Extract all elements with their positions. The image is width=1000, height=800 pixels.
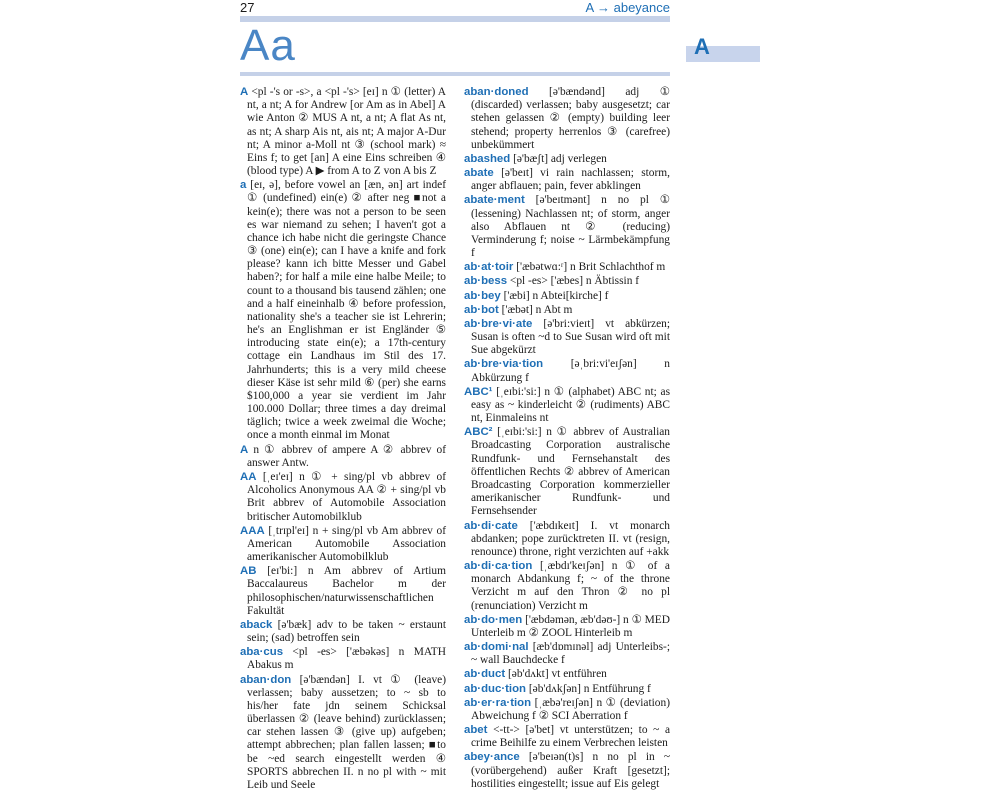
dictionary-entry: [464, 290, 670, 303]
dictionary-entry: [464, 304, 670, 317]
dictionary-entry: [464, 153, 670, 166]
dictionary-entry: [464, 697, 670, 723]
entry-headword: abet: [464, 724, 488, 737]
dictionary-entry: [240, 674, 446, 793]
entry-headword: AAA: [240, 524, 265, 537]
entry-definition: [əˌbri:vi'eɪʃən] n Abkürzung f: [471, 358, 670, 384]
dictionary-entry: [464, 318, 670, 358]
section-rule: [240, 72, 670, 76]
entry-headword: a: [240, 179, 247, 192]
entry-headword: abate: [464, 167, 494, 180]
dictionary-entry: [240, 86, 446, 178]
entry-definition: [ə'beɪtmənt] n no pl ① (lessening) Nachlassen nt; of storm, anger also Abflauen nt ② (reducing) Verminderung f; noise ~ Lärmbekämpfung f: [471, 194, 670, 260]
entry-definition: [ə'bændənd] adj ① (discarded) verlassen; baby ausgesetzt; car stehen gelassen ② (empty) building leer stehend; property herrenlos ③ (carefree) unbekümmert: [471, 86, 670, 151]
dictionary-entry: [464, 386, 670, 426]
entry-headword: AB: [240, 565, 257, 578]
entry-headword: ab·do·men: [464, 613, 523, 626]
running-head: A → abeyance: [585, 0, 670, 15]
dictionary-entry: [240, 646, 446, 672]
dictionary-entry: [464, 275, 670, 288]
dictionary-entry: [464, 724, 670, 750]
entry-headword: ab·bot: [464, 303, 499, 316]
dictionary-entry: [240, 565, 446, 618]
entry-headword: ab·duct: [464, 668, 506, 681]
dictionary-entry: [464, 520, 670, 560]
dictionary-entry: [464, 683, 670, 696]
dictionary-column-right: [464, 86, 670, 792]
entry-headword: ab·di·cate: [464, 519, 518, 532]
entry-headword: ABC²: [464, 426, 493, 439]
entry-headword: aban·don: [240, 673, 292, 686]
top-rule: [240, 16, 670, 22]
dictionary-entry: [464, 358, 670, 384]
dictionary-entry: [464, 426, 670, 518]
entry-definition: [əb'dʌkʃən] n Entführung f: [528, 682, 651, 695]
entry-definition: [əb'dʌkt] vt entführen: [508, 668, 607, 681]
entry-definition: [ə'beɪən(t)s] n no pl in ~ (vorübergehend) außer Kraft [gesetzt]; hostilities eingestellt; issue auf Eis gelegt: [471, 751, 670, 790]
entry-headword: ab·duc·tion: [464, 682, 527, 695]
entry-headword: ab·bey: [464, 289, 501, 302]
entry-definition: ['æbdɪkeɪt] I. vt monarch abdanken; pope zurücktreten II. vt (resign, renounce) throne, right verzichten auf +akk: [471, 519, 670, 558]
entry-headword: ABC¹: [464, 385, 493, 398]
thumb-index-tab: [686, 34, 760, 62]
entry-definition: [ˌeɪbi:'si:] n ① (alphabet) ABC nt; as easy as ~ kinderleicht ② (rudiments) ABC nt, Einmaleins nt: [471, 385, 670, 425]
dictionary-entry: [464, 194, 670, 260]
entry-headword: abashed: [464, 152, 511, 165]
dictionary-entry: [240, 525, 446, 565]
entry-headword: A: [240, 443, 249, 456]
dictionary-entry: [240, 619, 446, 645]
entry-definition: ['æbi] n Abtei[kirche] f: [503, 289, 609, 302]
entry-headword: aback: [240, 618, 273, 631]
dictionary-entry: [464, 261, 670, 274]
dictionary-entry: [464, 641, 670, 667]
entry-definition: [ə'bændən] I. vt ① (leave) verlassen; baby aussetzen; to ~ sb to his/her fate jdn seinem Schicksal überlassen ② (leave behind) zurücklassen; car stehen lassen ③ (give up) aufgeben; attempt abbrechen; plan fallen lassen; ■to be ~ed search eingestellt werden ④ SPORTS abbrechen II. n no pl with ~ mit Leib und Seele: [247, 673, 446, 791]
entry-definition: [eɪ'bi:] n Am abbrev of Artium Baccalaureus Bachelor m der philosophischen/naturwissenschaftlichen Fakultät: [247, 565, 446, 617]
dictionary-entry: [464, 560, 670, 613]
dictionary-entry: [240, 471, 446, 524]
entry-definition: <pl -'s or -s>, a <pl -'s> [eɪ] n ① (letter) A nt, a nt; A for Andrew [or Am as in Abel] A wie Anton ② MUS A nt, a nt; A flat As nt, as nt; A sharp Ais nt, ais nt; A major A-Dur nt; A minor a-Moll nt ③ (school mark) ≈ Eins f; to get [an] A eine Eins schreiben ④ (blood type) A ▶ from A to Z von A bis Z: [247, 86, 446, 178]
entry-definition: ['æbdəmən, æb'dəʊ-] n ① MED Unterleib m ② ZOOL Hinterleib m: [471, 613, 670, 639]
entry-definition: [æb'dɒmɪnəl] adj Unterleibs-; ~ wall Bauchdecke f: [471, 641, 670, 667]
entry-definition: [ə'bæʃt] adj verlegen: [513, 152, 607, 165]
entry-headword: AA: [240, 470, 257, 483]
entry-definition: [ˌæbdɪ'keɪʃən] n ① of a monarch Abdankung f; ~ of the throne Verzicht m auf den Thron ② no pl (renunciation) Verzicht m: [471, 560, 670, 612]
thumb-index-letter: A: [694, 34, 710, 59]
entry-definition: <pl -es> ['æbəkəs] n MATH Abakus m: [247, 646, 446, 672]
entry-definition: [ˌeɪbi:'si:] n ① abbrev of Australian Broadcasting Corporation australische Rundfunk- und Fernsehanstalt des öffentlichen Rechts ② abbrev of American Broadcasting Corporation kommerzieller amerikanischer Rundfunk- und Fernsehsender: [471, 426, 670, 518]
entry-definition: n ① abbrev of ampere A ② abbrev of answer Antw.: [247, 443, 446, 469]
entry-definition: ['æbətwɑ:ʳ] n Brit Schlachthof m: [516, 261, 666, 274]
entry-definition: ['æbət] n Abt m: [501, 303, 573, 316]
entry-headword: ab·di·ca·tion: [464, 560, 533, 573]
dictionary-entry: [464, 751, 670, 791]
entry-headword: ab·bre·vi·ate: [464, 317, 533, 330]
entry-headword: ab·er·ra·tion: [464, 696, 532, 709]
entry-headword: abey·ance: [464, 751, 520, 764]
entry-headword: ab·at·toir: [464, 261, 514, 274]
entry-headword: ab·bess: [464, 275, 508, 288]
entry-definition: <pl -es> ['æbes] n Äbtissin f: [509, 275, 640, 288]
dictionary-entry: [464, 167, 670, 193]
section-letter: Aa: [240, 21, 296, 70]
entry-definition: [ˌtrɪpl'eɪ] n + sing/pl vb Am abbrev of American Automobile Association amerikanischer Automobilklub: [247, 524, 446, 564]
entry-definition: [ə'bri:vieɪt] vt abkürzen; Susan is often ~d to Sue Susan wird oft mit Sue abgekürzt: [471, 317, 670, 357]
dictionary-entry: [464, 86, 670, 152]
dictionary-entry: [464, 668, 670, 681]
entry-definition: [ə'beɪt] vi rain nachlassen; storm, anger abflauen; pain, fever abklingen: [471, 167, 670, 193]
entry-definition: [ə'bæk] adv to be taken ~ erstaunt sein; (sad) betroffen sein: [247, 618, 446, 645]
entry-headword: ab·domi·nal: [464, 641, 529, 654]
entry-definition: <-tt-> [ə'bet] vt unterstützen; to ~ a crime Beihilfe zu einem Verbrechen leisten: [471, 724, 670, 750]
entry-headword: A: [240, 86, 249, 98]
page-number: 27: [240, 0, 255, 15]
entry-definition: [eɪ, ə], before vowel an [æn, ən] art indef ① (undefined) ein(e) ② after neg ■not a kein(e); there was not a person to be seen es war niemand zu sehen; I haven't got a chance ich habe nicht die geringste Chance ③ (one) ein(e); can I have a knife and fork please? kann ich bitte Messer und Gabel haben?; for half a mile eine halbe Meile; to count to a thousand bis tausend zählen; one and a half eineinhalb ④ before profession, nationality she's a teacher sie ist Lehrerin; he's an Englishman er ist Engländer ⑤ introducing state ein(e); a 17th-century cottage ein Landhaus im Stil des 17. Jahrhunderts; this is a very mild cheese dieser Käse ist sehr mild ⑥ (per) she earns $100,000 a year sie verdient im Jahr 100.000 Dollar; three times a day dreimal täglich; twice a week zweimal die Woche; once a month einmal im Monat: [247, 179, 446, 442]
dictionary-entry: [464, 614, 670, 640]
entry-definition: [ˌæbə'reɪʃən] n ① (deviation) Abweichung f ② SCI Aberration f: [471, 696, 670, 722]
entry-definition: [ˌeɪ'eɪ] n ① + sing/pl vb abbrev of Alcoholics Anonymous AA ② + sing/pl vb Brit abbrev of Automobile Association britischer Automobilklub: [247, 470, 446, 523]
dictionary-entry: [240, 179, 446, 442]
dictionary-column-left: [240, 86, 446, 793]
entry-headword: aba·cus: [240, 646, 284, 659]
entry-headword: aban·doned: [464, 86, 529, 98]
entry-headword: abate·ment: [464, 194, 525, 207]
entry-headword: ab·bre·via·tion: [464, 358, 544, 371]
dictionary-entry: [240, 444, 446, 470]
